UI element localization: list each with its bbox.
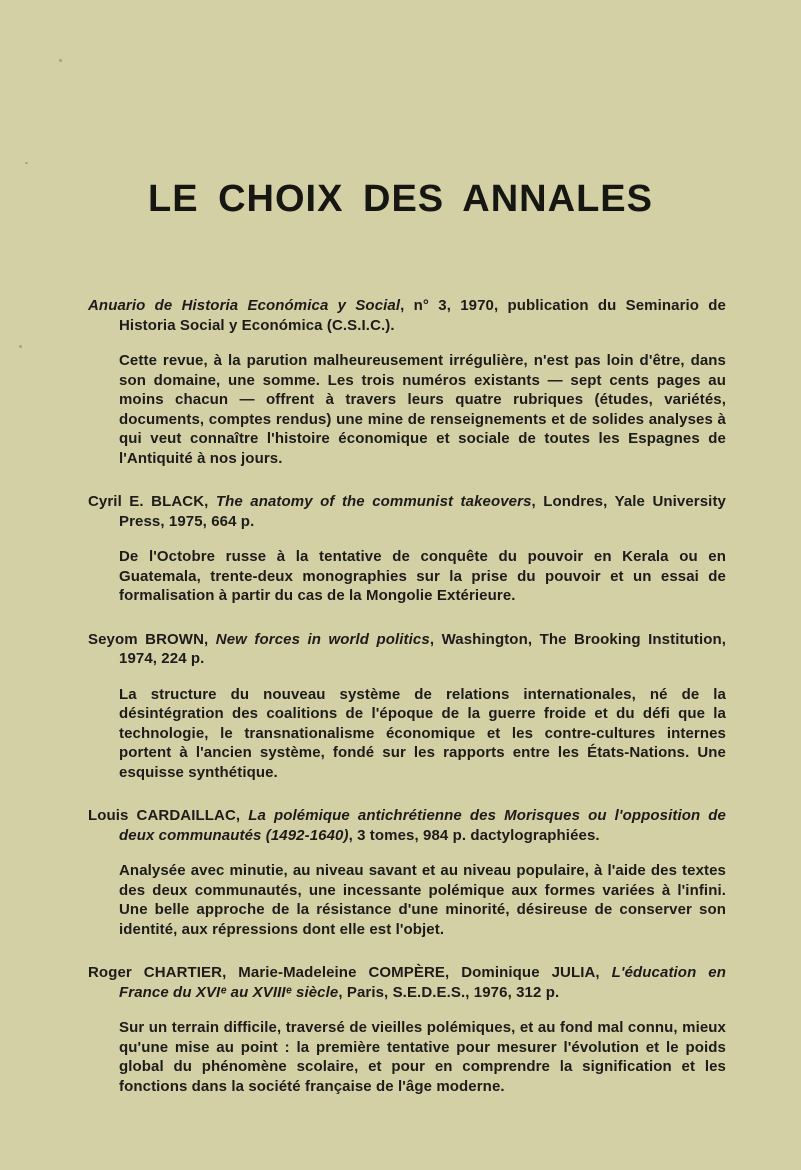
citation-pre: Louis CARDAILLAC, [88, 807, 249, 824]
citation-pre: Cyril E. BLACK, [88, 493, 216, 510]
scan-speck [25, 162, 28, 164]
citation-title: L'éducation en France du XVIᵉ au XVIIIᵉ siècle [119, 964, 726, 1001]
citation-title: Anuario de Historia Económica y Social [88, 297, 401, 314]
citation [88, 630, 726, 669]
annotation: Sur un terrain difficile, traversé de vieilles polémiques, et au fond mal connu, mieux qu'une mise au point : la première tentative pour mesurer l'évolution et le poids global du phénomène scolaire, et pour en comprendre la signification et les fonctions dans la société française de l'âge moderne. [119, 1019, 726, 1095]
citation-pre: Roger CHARTIER, Marie-Madeleine COMPÈRE, Dominique JULIA, [88, 964, 612, 981]
citation [88, 492, 726, 531]
scan-speck [19, 345, 22, 348]
annotation: Analysée avec minutie, au niveau savant et au niveau populaire, à l'aide des textes des deux communautés, une incessante polémique aux formes variées à l'infini. Une belle approche de la résistance d'une minorité, désireuse de conserver son identité, aux répressions dont elle est l'objet. [119, 862, 726, 938]
citation-title: New forces in world politics [215, 630, 430, 648]
annotation: La structure du nouveau système de relations internationales, né de la désintégration des coalitions de l'époque de la guerre froide et du défi que la technologie, le transnationalisme économique et les contre-cultures internes portent à l'ancien système, fondé sur les rapports entre les États-Nations. Une esquisse synthétique. [119, 685, 726, 781]
bibliography-entry [88, 630, 726, 783]
citation [88, 963, 726, 1002]
citation [88, 296, 726, 335]
citation-title: The anatomy of the communist takeovers [215, 493, 532, 510]
annotation: De l'Octobre russe à la tentative de conquête du pouvoir en Kerala ou en Guatemala, trente-deux monographies sur la prise du pouvoir et un essai de formalisation à partir du cas de la Mongolie Extérieure. [119, 548, 726, 604]
bibliography-entry [88, 963, 726, 1096]
citation-title: La polémique antichrétienne des Morisques ou l'opposition de deux communautés (1492-1640) [119, 807, 726, 844]
bibliography-entry [88, 492, 726, 606]
bibliography-entry [88, 806, 726, 939]
citation-post: , n° 3, 1970, publication du Seminario de Historia Social y Económica (C.S.I.C.). [119, 297, 726, 334]
citation [88, 806, 726, 845]
citation-post: , Londres, Yale University Press, 1975, 664 p. [119, 493, 726, 530]
annotation: Cette revue, à la parution malheureusement irrégulière, n'est pas loin d'être, dans son domaine, une somme. Les trois numéros existants — sept cents pages au moins chacun — offrent à travers leurs quatre rubriques (études, variétés, documents, comptes rendus) une mine de renseignements et de solides analyses à qui veut connaître l'histoire économique et sociale de toutes les Espagnes de l'Antiquité à nos jours. [119, 352, 726, 467]
citation-post: , Washington, The Brooking Institution, 1974, 224 p. [119, 630, 726, 667]
bibliography-entry [88, 296, 726, 468]
citation-post: , 3 tomes, 984 p. dactylographiées. [348, 826, 600, 844]
citation-post: , Paris, S.E.D.E.S., 1976, 312 p. [338, 983, 560, 1001]
bibliography-list [88, 296, 726, 1096]
page-title: LE CHOIX DES ANNALES [148, 178, 653, 220]
scan-speck [59, 59, 62, 62]
citation-pre: Seyom BROWN, [88, 630, 216, 648]
